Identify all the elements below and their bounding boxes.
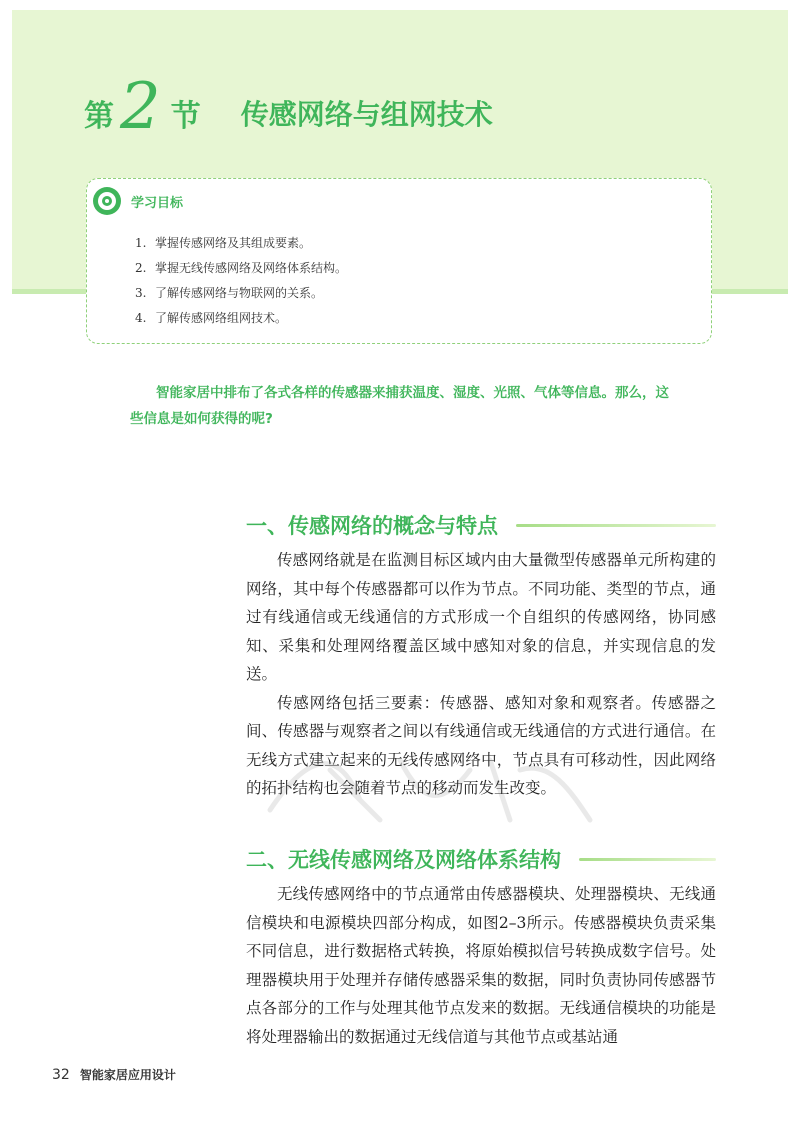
list-item [135,306,347,331]
goal-text: 掌握无线传感网络及网络体系结构。 [155,261,348,275]
goal-number: 1. [135,236,147,250]
section-2-body [246,880,716,1051]
section-2-title: 二、无线传感网络及网络体系结构 [246,848,561,872]
section-2-heading [246,844,716,874]
page-number: 32 [52,1066,70,1083]
section-1-heading [246,510,716,540]
intro-text: 智能家居中排布了各式各样的传感器来捕获温度、湿度、光照、气体等信息。那么，这些信息是如何获得的呢? [130,385,669,427]
chapter-prefix: 第 [84,99,114,134]
goal-text: 了解传感网络与物联网的关系。 [155,286,324,300]
goal-number: 3. [135,286,147,300]
watermark-graphic [250,740,610,830]
paragraph: 传感网络就是在监测目标区域内由大量微型传感器单元所构建的网络，其中每个传感器都可以作为节点。不同功能、类型的节点，通过有线通信或无线通信的方式形成一个自组织的传感网络，协同感知、采集和处理网络覆盖区域中感知对象的信息，并实现信息的发送。 [246,551,716,683]
goal-text: 掌握传感网络及其组成要素。 [155,236,312,250]
chapter-title [84,70,493,148]
book-title: 智能家居应用设计 [79,1068,176,1082]
chapter-name: 传感网络与组网技术 [240,98,493,131]
section-rule [579,858,716,861]
intro-question [130,380,680,432]
goal-number: 4. [135,311,147,325]
paragraph: 传感网络包括三要素：传感器、感知对象和观察者。传感器之间、传感器与观察者之间以有线通信或无线通信的方式进行通信。在无线方式建立起来的无线传感网络中，节点具有可移动性，因此网络的拓扑结构也会随着节点的移动而发生改变。 [246,693,716,797]
goal-number: 2. [135,261,147,275]
list-item [135,281,347,306]
section-rule [516,524,716,527]
learning-goals-title: 学习目标 [131,195,184,211]
paragraph: 无线传感网络中的节点通常由传感器模块、处理器模块、无线通信模块和电源模块四部分构成，如图2–3所示。传感器模块负责采集不同信息，进行数据格式转换，将原始模拟信号转换成数字信号。处理器模块用于处理并存储传感器采集的数据，同时负责协同传感器节点各部分的工作与处理其他节点发来的数据。无线通信模块的功能是将处理器输出的数据通过无线信道与其他节点或基站通 [246,885,716,1046]
learning-goals-box [86,178,712,344]
target-icon [93,187,121,215]
learning-goals-header [93,187,183,215]
list-item [135,231,347,256]
learning-goals-list [135,231,347,331]
chapter-suffix: 节 [170,99,201,134]
goal-text: 了解传感网络组网技术。 [155,311,288,325]
chapter-number: 2 [120,70,161,144]
section-1-title: 一、传感网络的概念与特点 [246,514,498,538]
page-footer [52,1066,176,1083]
list-item [135,256,347,281]
